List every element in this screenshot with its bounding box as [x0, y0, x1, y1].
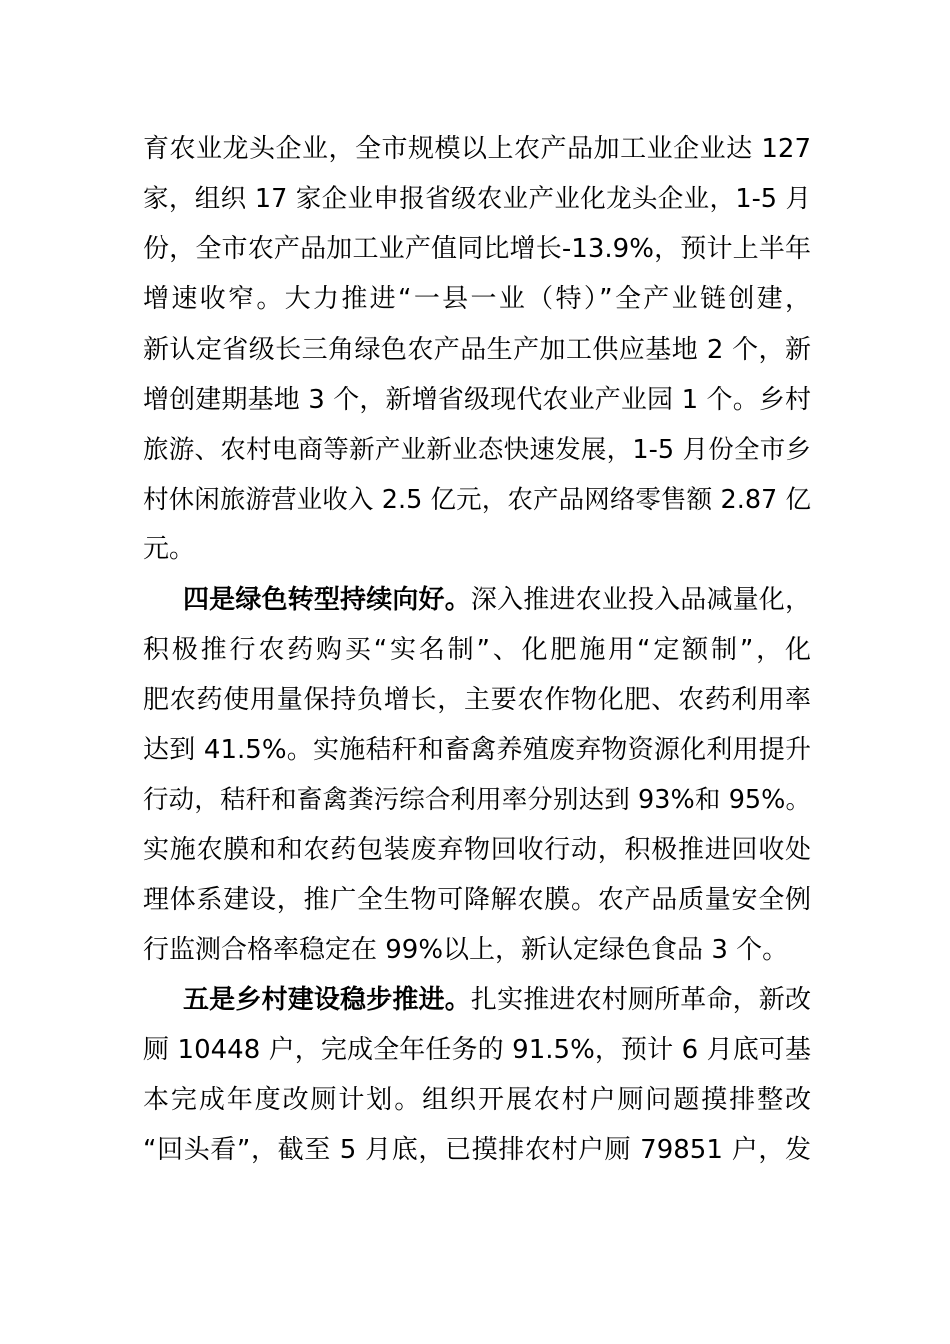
text-line: 增速收窄。大力推进“一县一业（特）”全产业链创建，: [143, 284, 811, 314]
text-line: 村休闲旅游营业收入 2.5 亿元，农产品网络零售额 2.87 亿: [143, 485, 811, 515]
paragraph-heading-line: [183, 980, 811, 1020]
text-line: 元。: [143, 534, 196, 564]
paragraph-heading: 四是绿色转型持续向好。: [183, 585, 471, 615]
paragraph-heading: 五是乡村建设稳步推进。: [183, 985, 471, 1015]
text-line: 行动，秸秆和畜禽粪污综合利用率分别达到 93%和 95%。: [143, 785, 811, 815]
text-line: “回头看”，截至 5 月底，已摸排农村户厕 79851 户，发: [143, 1135, 811, 1165]
text-line: 达到 41.5%。实施秸秆和畜禽养殖废弃物资源化利用提升: [143, 735, 811, 765]
text-line: 育农业龙头企业，全市规模以上农产品加工业企业达 127: [143, 134, 811, 164]
text-line: 家，组织 17 家企业申报省级农业产业化龙头企业，1-5 月: [143, 184, 811, 214]
text-line: 本完成年度改厕计划。组织开展农村户厕问题摸排整改: [143, 1085, 811, 1115]
text-line: 份，全市农产品加工业产值同比增长-13.9%，预计上半年: [143, 234, 811, 264]
text-line: 旅游、农村电商等新产业新业态快速发展，1-5 月份全市乡: [143, 435, 811, 465]
paragraph-heading-line: [183, 580, 811, 620]
text-line: 新认定省级长三角绿色农产品生产加工供应基地 2 个，新: [143, 335, 811, 365]
text-line: 厕 10448 户，完成全年任务的 91.5%，预计 6 月底可基: [143, 1035, 811, 1065]
text-line: 实施农膜和和农药包装废弃物回收行动，积极推进回收处: [143, 835, 811, 865]
text-span: 扎实推进农村厕所革命，新改: [470, 985, 811, 1015]
text-span: 深入推进农业投入品减量化，: [470, 585, 811, 615]
text-line: 行监测合格率稳定在 99%以上，新认定绿色食品 3 个。: [143, 935, 789, 965]
text-line: 肥农药使用量保持负增长，主要农作物化肥、农药利用率: [143, 685, 811, 715]
text-line: 增创建期基地 3 个，新增省级现代农业产业园 1 个。乡村: [143, 385, 811, 415]
text-line: 理体系建设，推广全生物可降解农膜。农产品质量安全例: [143, 885, 811, 915]
text-line: 积极推行农药购买“实名制”、化肥施用“定额制”，化: [143, 635, 811, 665]
